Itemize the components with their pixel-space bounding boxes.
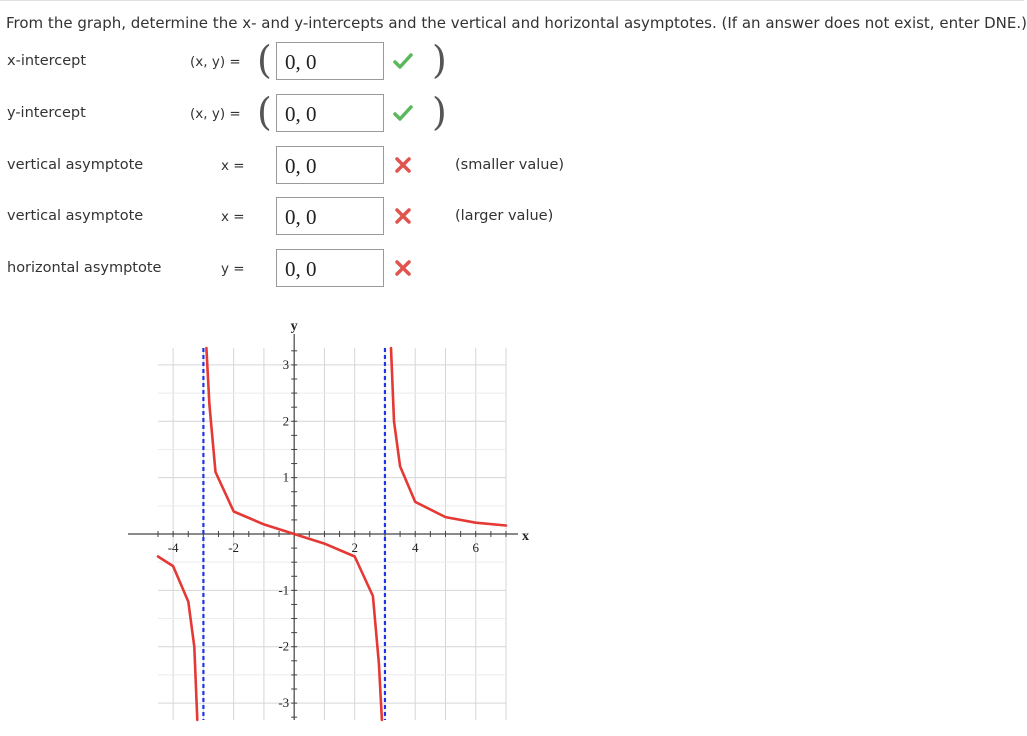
answer-row-vertical-asymptote-larger: [0, 197, 1024, 237]
question-text: From the graph, determine the x- and y-intercepts and the vertical and horizontal asymptotes. (If an answer does not exist, enter DNE.): [6, 14, 1027, 32]
open-paren: (: [257, 90, 272, 134]
function-curve-branch: [391, 348, 506, 526]
answer-input-vertical-asymptote-larger[interactable]: 0, 0: [276, 197, 384, 235]
answer-row-y-intercept: [0, 90, 1024, 134]
y-tick-label: -2: [278, 638, 290, 654]
tick-labels: [168, 319, 529, 710]
y-axis-label: y: [290, 319, 298, 334]
x-tick-label: 4: [411, 540, 419, 555]
answer-input-horizontal-asymptote[interactable]: 0, 0: [276, 249, 384, 287]
row-hint: (smaller value): [455, 157, 565, 173]
row-prefix: (x, y) =: [190, 106, 241, 122]
x-tick-label: -4: [167, 540, 179, 555]
x-axis-label: x: [522, 529, 529, 544]
x-tick-label: -2: [228, 540, 240, 555]
checkmark-icon: [392, 50, 414, 72]
answer-input-vertical-asymptote-smaller[interactable]: 0, 0: [276, 146, 384, 184]
close-paren: ): [432, 38, 447, 82]
row-prefix: (x, y) =: [190, 54, 241, 70]
y-tick-label: -3: [278, 695, 290, 711]
cross-icon: [392, 257, 414, 279]
open-paren: (: [257, 38, 272, 82]
function-curve-branch: [158, 557, 197, 721]
y-tick-label: 3: [282, 356, 290, 372]
function-graph: [118, 308, 528, 728]
cross-icon: [392, 205, 414, 227]
row-prefix: y =: [221, 261, 245, 277]
answer-input-y-intercept[interactable]: 0, 0: [276, 94, 384, 132]
row-label: y-intercept: [7, 105, 86, 121]
answer-input-x-intercept[interactable]: 0, 0: [276, 42, 384, 80]
answer-row-horizontal-asymptote: [0, 249, 1024, 289]
answer-row-x-intercept: [0, 38, 1024, 82]
top-divider: [0, 0, 1024, 1]
y-tick-label: 1: [282, 469, 290, 485]
cross-icon: [392, 154, 414, 176]
x-tick-label: 2: [351, 540, 358, 555]
row-label: vertical asymptote: [7, 208, 144, 224]
close-paren: ): [432, 90, 447, 134]
x-tick-label: 6: [472, 540, 479, 555]
y-tick-label: -1: [278, 582, 290, 598]
row-prefix: x =: [221, 209, 245, 225]
row-label: horizontal asymptote: [7, 260, 162, 276]
y-tick-label: 2: [282, 413, 290, 429]
row-hint: (larger value): [455, 208, 554, 224]
checkmark-icon: [392, 102, 414, 124]
answer-row-vertical-asymptote-smaller: [0, 146, 1024, 186]
row-label: vertical asymptote: [7, 157, 144, 173]
axes: [128, 334, 518, 720]
row-prefix: x =: [221, 158, 245, 174]
row-label: x-intercept: [7, 53, 87, 69]
